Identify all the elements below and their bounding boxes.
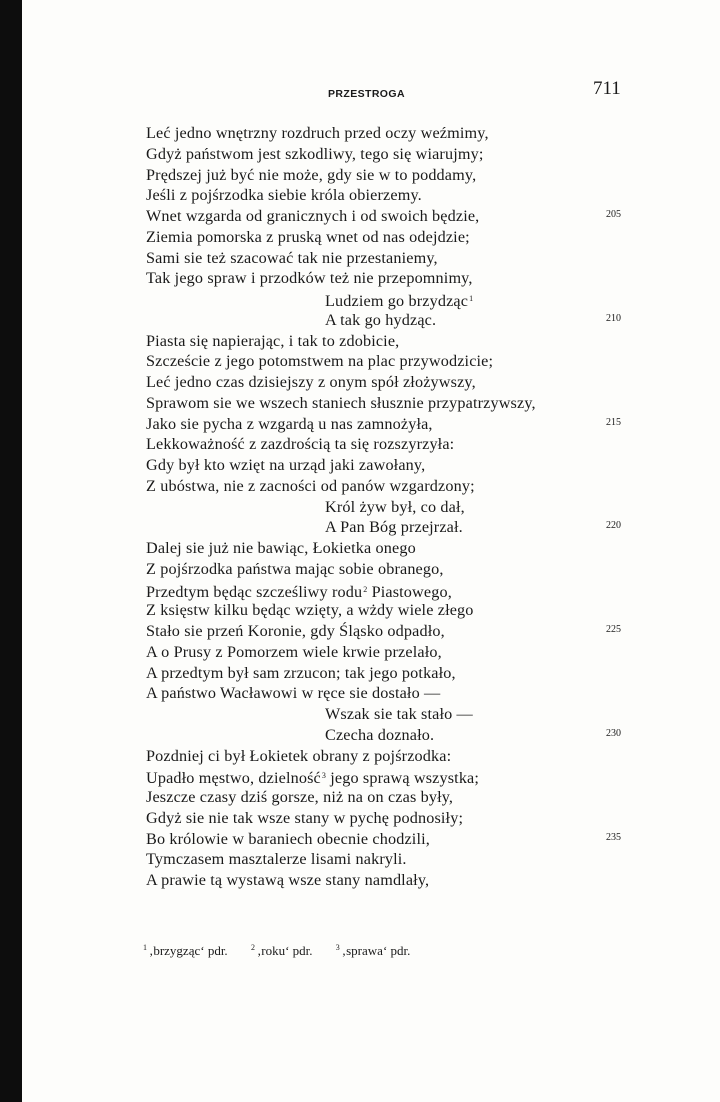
verse-text: Z ubóstwa, nie z zacności od panów wzgardzony; <box>146 476 475 495</box>
verse-line <box>146 476 475 496</box>
verse-line <box>146 663 456 683</box>
verse-line <box>146 414 433 434</box>
verse-line <box>325 704 473 724</box>
verse-text: Z księstw kilku będąc wzięty, a wżdy wiele złego <box>146 601 474 620</box>
verse-text: A państwo Wacławowi w ręce sie dostało — <box>146 684 441 703</box>
line-number: 210 <box>606 312 621 324</box>
verse-line <box>146 227 470 247</box>
verse-text: Piasta się napierając, i tak to zdobicie, <box>146 331 400 350</box>
verse-text: Stało sie przeń Koronie, gdy Śląsko odpadło, <box>146 622 445 640</box>
verse-text: A prawie tą wystawą wsze stany namdlały, <box>146 871 430 889</box>
verse-line <box>146 455 425 475</box>
verse-line <box>146 829 430 849</box>
verse-text: A Pan Bóg przejrzał. <box>325 518 463 537</box>
footnote-mark: 1 <box>143 943 147 952</box>
verse-text: Sprawom sie we wszech staniech słusznie przypatrzywszy, <box>146 393 536 412</box>
verse-text: Gdy był kto wzięt na urząd jaki zawołany, <box>146 456 426 474</box>
verse-text: Leć jedno czas dzisiejszy z onym spół złożywszy, <box>146 373 476 391</box>
line-number: 235 <box>606 831 621 843</box>
verse-text: A przedtym był sam zrzucon; tak jego potkało, <box>146 663 456 682</box>
verse-line <box>146 206 479 226</box>
verse-line <box>146 746 451 766</box>
page-number: 711 <box>593 78 621 99</box>
verse-text: Dalej sie już nie bawiąc, Łokietka onego <box>146 539 416 557</box>
verse-line <box>146 580 452 602</box>
verse-text: Gdyż państwom jest szkodliwy, tego się wiarujmy; <box>146 144 484 163</box>
verse-text: Przedtym będąc szcześliwy rodu <box>146 582 363 601</box>
verse-line <box>146 144 484 164</box>
verse-text: A o Prusy z Pomorzem wiele krwie przelało, <box>146 642 442 661</box>
footnote-reference: 1 <box>469 294 474 303</box>
verse-line <box>146 559 444 579</box>
verse-line <box>146 123 489 143</box>
verse-line <box>146 538 416 558</box>
footnote-text: ‚brzygząc‘ pdr. <box>149 943 228 958</box>
verse-line <box>146 683 440 703</box>
verse-line <box>146 849 407 869</box>
verse-text: Tak jego spraw i przodków też nie przepomnimy, <box>146 269 473 288</box>
verse-text: Pozdniej ci był Łokietek obrany z pojśrzodka: <box>146 746 452 765</box>
verse-line <box>146 165 476 185</box>
verse-text: Gdyż sie nie tak wsze stany w pychę podnosiły; <box>146 808 464 827</box>
footnote <box>251 943 313 959</box>
verse-text: Jeszcze czasy dziś gorsze, niż na on czas były, <box>146 788 454 806</box>
footnote-mark: 3 <box>335 943 340 952</box>
verse-line <box>146 787 453 807</box>
verse-line <box>146 621 445 641</box>
verse-text-continued: Piastowego, <box>367 582 452 601</box>
verse-text: Lekkoważność z zazdrością ta się rozszyrzyła: <box>146 435 455 454</box>
verse-line <box>146 351 493 371</box>
page-binding-edge <box>0 0 22 1102</box>
verse-text: Prędszej już być nie może, gdy sie w to poddamy, <box>146 165 477 184</box>
verse-text: Leć jedno wnętrzny rozdruch przed oczy weźmimy, <box>146 124 489 142</box>
verse-text: Jako sie pycha z wzgardą u nas zamnożyła, <box>146 414 433 433</box>
verse-text: Sami sie też szacować tak nie przestaniemy, <box>146 248 438 267</box>
verse-line <box>325 725 434 745</box>
verse-line <box>325 310 436 330</box>
line-number: 230 <box>606 727 621 739</box>
footnote <box>336 943 411 959</box>
verse-line <box>146 268 473 288</box>
verse-text: Ziemia pomorska z pruską wnet od nas odejdzie; <box>146 227 470 246</box>
verse-text: A tak go hydząc. <box>325 310 437 329</box>
verse-line <box>146 372 476 392</box>
verse-text: Wnet wzgarda od granicznych i od swoich będzie, <box>146 207 480 225</box>
footnote-reference: 3 <box>321 771 327 781</box>
footnote <box>143 943 228 959</box>
footnotes <box>143 943 430 959</box>
verse-text: Upadło męstwo, dzielność <box>146 769 321 788</box>
verse-text: Król żyw był, co dał, <box>325 497 465 516</box>
verse-text: Bo królowie w baraniech obecnie chodzili, <box>146 829 430 848</box>
running-header-title: PRZESTROGA <box>328 88 405 100</box>
footnote-reference: 2 <box>363 584 368 594</box>
line-number: 215 <box>606 416 621 428</box>
verse-text: Szczeście z jego potomstwem na plac przywodzicie; <box>146 352 494 371</box>
verse-line <box>146 808 463 828</box>
verse-line <box>146 248 438 268</box>
verse-text: Z pojśrzodka państwa mając sobie obranego, <box>146 559 444 578</box>
verse-line <box>146 766 479 788</box>
verse-line <box>146 642 442 662</box>
verse-line <box>146 331 399 351</box>
line-number: 205 <box>606 209 621 220</box>
verse-text: Czecha doznało. <box>325 725 435 744</box>
footnote-text: ‚roku‘ pdr. <box>256 943 313 958</box>
verse-text: Jeśli z pojśrzodka siebie króla obierzemy. <box>146 186 422 205</box>
verse-line <box>146 870 429 890</box>
verse-text: Ludziem go brzydząc <box>325 292 469 310</box>
verse-text: Wszak sie tak stało — <box>325 705 473 723</box>
verse-line <box>325 289 473 311</box>
verse-line <box>325 517 463 537</box>
footnote-mark: 2 <box>250 943 255 952</box>
verse-line <box>146 434 454 454</box>
verse-text-continued: jego sprawą wszystka; <box>326 769 480 788</box>
line-number: 220 <box>606 520 621 532</box>
verse-line <box>325 497 465 517</box>
verse-line <box>146 185 422 205</box>
verse-line <box>146 393 536 413</box>
verse-text: Tymczasem masztalerze lisami nakryli. <box>146 850 407 869</box>
footnote-text: ‚sprawa‘ pdr. <box>341 943 411 958</box>
line-number: 225 <box>606 624 621 635</box>
verse-line <box>146 600 474 620</box>
